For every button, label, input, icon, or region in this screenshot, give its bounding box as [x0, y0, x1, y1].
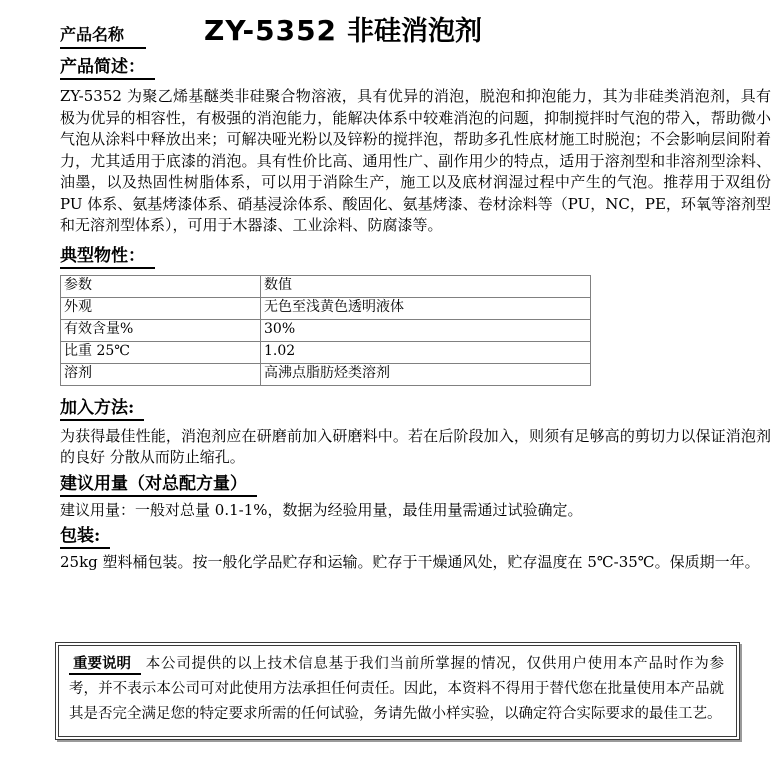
- properties-table: [60, 275, 591, 386]
- packaging-paragraph: 25kg 塑料桶包装。按一般化学品贮存和运输。贮存于干燥通风处，贮存温度在 5℃-35℃。保质期一年。: [60, 553, 760, 571]
- method-paragraph: 为获得最佳性能，消泡剂应在研磨前加入研磨料中。若在后阶段加入，则须有足够高的剪切力以保证消泡剂的良好 分散从而防止缩孔。: [60, 426, 771, 466]
- section-method: [60, 398, 771, 469]
- notice-paragraph: [69, 652, 724, 727]
- table-row: [61, 363, 591, 385]
- notice-label: 重要说明: [69, 655, 141, 675]
- section-properties-heading: 典型物性：: [60, 246, 155, 269]
- dosage-paragraph: 建议用量：一般对总量 0.1-1%，数据为经验用量，最佳用量需通过试验确定。: [60, 500, 583, 519]
- important-notice-box: [55, 642, 740, 740]
- section-packaging: [60, 526, 771, 574]
- table-row: [61, 319, 591, 341]
- param-cell: 溶剂: [61, 363, 261, 385]
- param-header-cell: 参数: [61, 275, 261, 297]
- section-brief-heading: 产品简述：: [60, 57, 155, 80]
- section-method-heading: 加入方法:: [60, 398, 144, 421]
- product-code: ZY-5352: [204, 14, 338, 47]
- value-cell: 1.02: [261, 341, 591, 363]
- product-name: 非硅消泡剂: [347, 16, 483, 47]
- title-row: [60, 14, 771, 49]
- value-cell: 无色至浅黄色透明液体: [261, 297, 591, 319]
- param-cell: 外观: [61, 297, 261, 319]
- table-header-row: [61, 275, 591, 297]
- section-brief: [60, 57, 771, 237]
- section-dosage: [60, 474, 771, 522]
- table-row: [61, 341, 591, 363]
- param-cell: 比重 25℃: [61, 341, 261, 363]
- section-properties: [60, 246, 771, 386]
- brief-paragraph: ZY-5352 为聚乙烯基醚类非硅聚合物溶液，具有优异的消泡，脱泡和抑泡能力，其为非硅类消泡剂，具有极为优异的相容性，有极强的消泡能力，能解决体系中较难消泡的问题，抑制搅拌时气泡的带入，帮助微小气泡从涂料中释放出来；可解决哑光粉以及锌粉的搅拌泡，帮助多孔性底材施工时脱泡；不会影响层间附着力，尤其适用于底漆的消泡。具有性价比高、通用性广、副作用少的特点，适用于溶剂型和非溶剂型涂料、油墨，以及热固性树脂体系，可以用于消除生产，施工以及底材润湿过程中产生的气泡。推荐用于双组份 PU 体系、氨基烤漆体系、硝基浸涂体系、酸固化、氨基烤漆、卷材涂料等（PU，NC，PE，环氧等溶剂型和无溶剂型体系），可用于木器漆、工业涂料、防腐漆等。: [60, 87, 771, 234]
- value-header-cell: 数值: [261, 275, 591, 297]
- param-cell: 有效含量%: [61, 319, 261, 341]
- notice-body: 本公司提供的以上技术信息基于我们当前所掌握的情况，仅供用户使用本产品时作为参考，并不表示本公司可对此使用方法承担任何责任。因此，本资料不得用于替代您在批量使用本产品就其是否完全满足您的特定要求所需的任何试验，务请先做小样实验，以确定符合实际要求的最佳工艺。: [69, 655, 724, 722]
- value-cell: 高沸点脂肪烃类溶剂: [261, 363, 591, 385]
- section-packaging-heading: 包装:: [60, 526, 110, 549]
- value-cell: 30%: [261, 319, 591, 341]
- section-dosage-heading: 建议用量（对总配方量）: [60, 474, 257, 497]
- product-name-label: 产品名称: [60, 23, 146, 49]
- table-row: [61, 297, 591, 319]
